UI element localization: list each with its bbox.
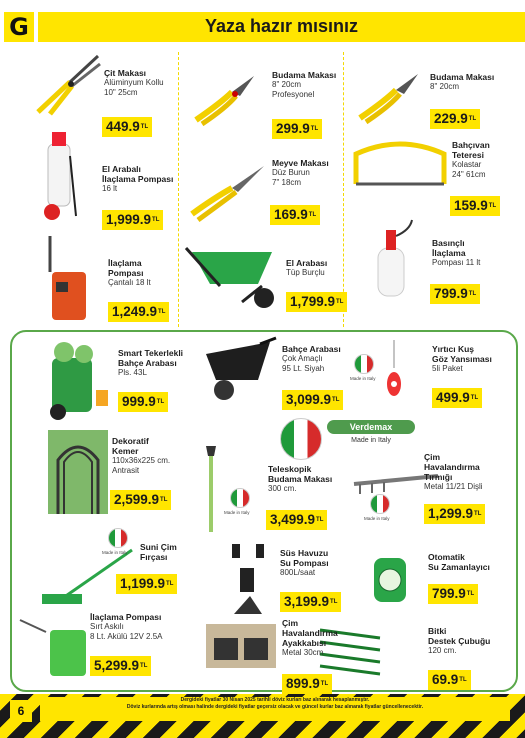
product-info-suni-cim-fircasi — [140, 542, 177, 562]
product-name: Budama Makası — [272, 70, 337, 80]
price-tag — [424, 504, 485, 524]
price-tag — [432, 388, 482, 408]
product-desc: 16 lt — [102, 184, 118, 193]
price-value: 1,999.9 — [106, 212, 152, 227]
price-value: 1,249.9 — [112, 304, 158, 319]
price-value: 899.9 — [286, 676, 320, 691]
product-info-basincli-ilaclama — [432, 238, 480, 268]
currency-label: TL — [316, 517, 324, 524]
product-desc: Düz Burun — [272, 168, 310, 177]
product-name: Dekoratif — [112, 436, 149, 446]
product-name: İlaçlama Pompası — [102, 174, 174, 184]
price-value: 2,599.9 — [114, 492, 160, 507]
product-info-teleskopik-budama — [268, 464, 332, 494]
made-in-italy-label: Made in Italy — [224, 510, 250, 515]
backpack-sprayer-image — [42, 232, 90, 324]
product-name: Su Pompası — [280, 558, 329, 568]
product-info-bahce-arabasi — [282, 344, 341, 374]
product-name: Bitki — [428, 626, 447, 636]
product-info-el-arabasi — [286, 258, 327, 278]
product-info-ilaclama-pompasi-sirt — [90, 612, 163, 642]
footer-line: Döviz kurlarında artış olması halinde dergideki fiyatlar geçersiz olacak ve güncel kurlar baz alınarak fiyatlar güncellenecektir. — [126, 704, 424, 710]
currency-label: TL — [459, 677, 467, 684]
product-desc: Çantalı 18 lt — [108, 278, 151, 287]
price-tag — [118, 392, 168, 412]
currency-label: TL — [158, 309, 166, 316]
made-in-italy-label: Made in Italy — [350, 376, 376, 381]
currency-label: TL — [166, 581, 174, 588]
currency-label: TL — [140, 663, 148, 670]
product-desc: Çok Amaçlı — [282, 354, 323, 363]
price-value: 3,499.9 — [270, 512, 316, 527]
italy-flag-icon — [230, 488, 250, 508]
product-desc: Metal 11/21 Dişli — [424, 482, 483, 491]
price-tag — [286, 292, 347, 312]
price-tag — [428, 584, 478, 604]
pruning-shears-image — [192, 72, 262, 124]
product-name: Su Zamanlayıcı — [428, 562, 490, 572]
brand-logo: G — [4, 12, 34, 42]
currency-label: TL — [468, 116, 477, 123]
product-desc: 10" 25cm — [104, 88, 138, 97]
currency-label: TL — [160, 497, 168, 504]
price-value: 499.9 — [436, 390, 470, 405]
price-tag — [266, 510, 327, 530]
product-desc: 120 cm. — [428, 646, 457, 655]
price-tag — [272, 119, 322, 139]
price-value: 799.9 — [432, 586, 466, 601]
currency-label: TL — [310, 126, 319, 133]
product-desc: Pompası 11 lt — [432, 258, 481, 267]
price-value: 299.9 — [276, 121, 310, 136]
product-info-meyve-makasi — [272, 158, 329, 188]
currency-label: TL — [320, 681, 329, 688]
made-in-italy-label: Made in Italy — [102, 550, 128, 555]
product-desc: 8 Lt. Akülü 12V 2.5A — [90, 632, 163, 641]
price-tag — [282, 390, 343, 410]
currency-label: TL — [470, 395, 479, 402]
product-name: Budama Makası — [430, 72, 495, 82]
product-name: Çim — [424, 452, 441, 462]
price-value: 1,799.9 — [290, 294, 336, 309]
currency-label: TL — [466, 591, 475, 598]
product-desc: Metal 30cm — [282, 648, 324, 657]
price-value: 169.9 — [274, 207, 308, 222]
page-title: Yaza hazır mısınız — [204, 16, 359, 36]
product-name: Otomatik — [428, 552, 465, 562]
price-value: 1,299.9 — [428, 506, 474, 521]
product-name: Çit Makası — [104, 68, 147, 78]
water-timer-image — [368, 550, 412, 610]
product-name: Basınçlı — [432, 238, 465, 248]
product-info-otomatik-su-zamanlayici — [428, 552, 490, 572]
product-desc: Tüp Burçlu — [286, 268, 325, 277]
product-desc: Profesyonel — [272, 90, 315, 99]
price-value: 3,099.9 — [286, 392, 332, 407]
trolley-sprayer-image — [40, 126, 80, 222]
currency-label: TL — [156, 399, 165, 406]
currency-label: TL — [488, 203, 497, 210]
price-tag — [450, 196, 500, 216]
product-name: Havalandırma — [424, 462, 480, 472]
currency-label: TL — [336, 299, 344, 306]
price-tag — [108, 302, 169, 322]
product-name: Çim — [282, 618, 299, 628]
price-value: 999.9 — [122, 394, 156, 409]
product-name: Bahçıvan — [452, 140, 490, 150]
price-tag — [110, 490, 171, 510]
product-name: Suni Çim — [140, 542, 177, 552]
product-name: Süs Havuzu — [280, 548, 329, 558]
product-name: İlaçlama — [432, 248, 466, 258]
price-tag — [102, 117, 152, 137]
price-tag — [90, 656, 151, 676]
italy-flag-icon — [280, 418, 322, 460]
currency-label: TL — [140, 124, 149, 131]
product-desc: 110x36x225 cm. — [112, 456, 171, 465]
product-info-ilaclama-pompasi-canta — [108, 258, 151, 288]
product-desc: Antrasit — [112, 466, 140, 475]
product-info-sus-havuzu-pompasi — [280, 548, 329, 578]
product-name: El Arabalı — [102, 164, 141, 174]
product-info-cit-makasi — [104, 68, 164, 98]
product-info-bitki-destek-cubugu — [428, 626, 490, 656]
product-name: Teleskopik — [268, 464, 312, 474]
product-desc: Pls. 43L — [118, 368, 147, 377]
brand-origin: Made in Italy — [351, 437, 391, 444]
product-desc: Alüminyum Kollu — [104, 78, 164, 87]
italy-flag-icon — [108, 528, 128, 548]
title-bar — [38, 12, 525, 42]
product-name: Bahçe Arabası — [118, 358, 177, 368]
smart-trolley-image — [44, 338, 110, 420]
bird-reflector-image — [384, 340, 404, 402]
product-name: Ayakkabısı — [282, 638, 327, 648]
pruning-shears-image — [356, 70, 426, 122]
product-desc: 24" 61cm — [452, 170, 486, 179]
made-in-italy-label: Made in Italy — [364, 516, 390, 521]
product-name: Fırçası — [140, 552, 168, 562]
price-value: 69.9 — [432, 672, 459, 687]
product-info-smart-tekerlekli — [118, 348, 183, 378]
footer-line: Dergideki fiyatlar 30 Nisan 2025 tarihli döviz kurları baz alınarak hesaplanmıştır. — [180, 697, 370, 703]
product-info-budama-makasi-1 — [272, 70, 336, 100]
telescopic-pruner-image — [204, 446, 218, 532]
brand-badge: Verdemax — [327, 420, 415, 434]
product-name: Destek Çubuğu — [428, 636, 491, 646]
price-tag — [282, 674, 332, 694]
footer-note — [40, 697, 510, 721]
pressure-sprayer-image — [370, 222, 414, 302]
price-value: 229.9 — [434, 111, 468, 126]
garden-cart-image — [202, 336, 278, 402]
page-number: 6 — [10, 700, 32, 722]
price-tag — [430, 284, 480, 304]
product-desc: Sırt Askılı — [90, 622, 124, 631]
price-value: 799.9 — [434, 286, 468, 301]
column-divider — [178, 52, 179, 327]
currency-label: TL — [308, 212, 317, 219]
product-name: Bahçe Arabası — [282, 344, 341, 354]
hedge-shears-image — [30, 52, 100, 116]
product-name: Tırmığı — [424, 472, 453, 482]
price-tag — [280, 592, 341, 612]
knapsack-sprayer-image — [16, 610, 90, 686]
product-desc: Kolastar — [452, 160, 482, 169]
product-info-budama-makasi-2 — [430, 72, 494, 92]
price-value: 449.9 — [106, 119, 140, 134]
product-name: Havalandırma — [282, 628, 338, 638]
bow-saw-image — [350, 140, 450, 192]
column-divider — [343, 52, 344, 327]
product-name: Kemer — [112, 446, 139, 456]
price-tag — [428, 670, 471, 690]
product-name: Pompası — [108, 268, 144, 278]
currency-label: TL — [474, 511, 482, 518]
italy-flag-icon — [354, 354, 374, 374]
product-info-dekoratif-kemer — [112, 436, 170, 476]
product-info-yirtici-kus — [432, 344, 492, 374]
price-tag — [430, 109, 480, 129]
currency-label: TL — [152, 217, 160, 224]
price-value: 3,199.9 — [284, 594, 330, 609]
product-info-cim-havalandirma-tirmigi — [424, 452, 483, 492]
product-name: Göz Yansıması — [432, 354, 492, 364]
price-value: 159.9 — [454, 198, 488, 213]
price-value: 5,299.9 — [94, 658, 140, 673]
product-name: Teteresi — [452, 150, 484, 160]
product-name: İlaçlama — [108, 258, 142, 268]
price-value: 1,199.9 — [120, 576, 166, 591]
product-desc: 95 Lt. Siyah — [282, 364, 325, 373]
product-desc: 300 cm. — [268, 484, 297, 493]
pond-pump-image — [230, 540, 266, 614]
currency-label: TL — [332, 397, 340, 404]
italy-flag-icon — [370, 494, 390, 514]
product-name: Budama Makası — [268, 474, 333, 484]
currency-label: TL — [330, 599, 338, 606]
product-desc: 800L/saat — [280, 568, 316, 577]
product-name: El Arabası — [286, 258, 328, 268]
fruit-shears-image — [188, 158, 268, 222]
product-info-el-arabali-ilaclama — [102, 164, 173, 194]
product-info-bahcivan-teteresi — [452, 140, 490, 180]
product-desc: 7" 18cm — [272, 178, 302, 187]
product-desc: 8" 20cm — [272, 80, 302, 89]
header — [0, 0, 525, 46]
product-name: Smart Tekerlekli — [118, 348, 184, 358]
product-name: Yırtıcı Kuş — [432, 344, 475, 354]
product-desc: 5li Paket — [432, 364, 463, 373]
wheelbarrow-image — [186, 242, 282, 310]
price-tag — [116, 574, 177, 594]
currency-label: TL — [468, 291, 477, 298]
product-desc: 8" 20cm — [430, 82, 460, 91]
product-name: Meyve Makası — [272, 158, 329, 168]
price-tag — [102, 210, 163, 230]
decorative-arch-image — [48, 430, 108, 514]
aerator-shoes-image — [206, 624, 276, 668]
price-tag — [270, 205, 320, 225]
product-name: İlaçlama Pompası — [90, 612, 162, 622]
product-info-cim-havalandirma-ayakkabisi — [282, 618, 338, 658]
